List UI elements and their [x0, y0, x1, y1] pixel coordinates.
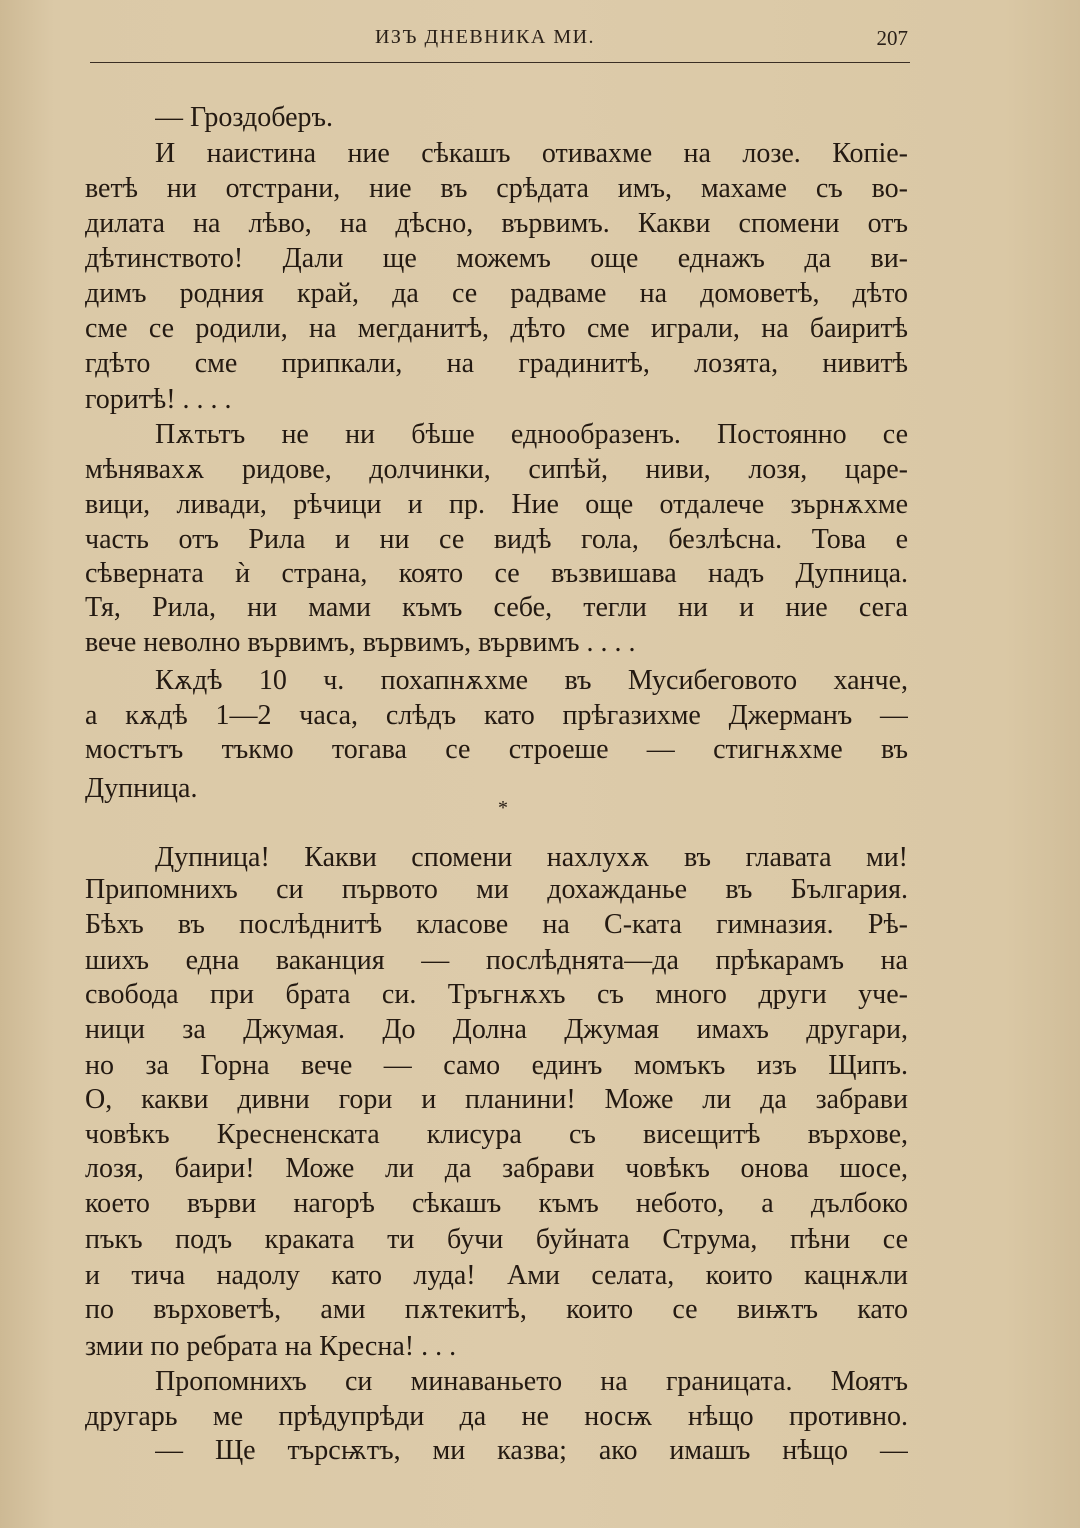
text-line: Тя, Рила, ни мами къмъ себе, тегли ни и ние сега: [85, 592, 908, 623]
text-line: часть отъ Рила и ни се видѣ гола, безлѣсна. Това е: [85, 524, 908, 555]
text-line: сме се родили, на мегданитѣ, дѣто сме играли, на баиритѣ: [85, 313, 908, 344]
text-line: Кѫдѣ 10 ч. похапнѫхме въ Мусибеговото ханче,: [155, 665, 908, 696]
text-line: мѣнявахѫ ридове, долчинки, сипѣй, ниви, лозя, царе-: [85, 454, 908, 485]
text-line: горитѣ! . . . .: [85, 384, 232, 415]
text-line: гдѣто сме припкали, на градинитѣ, лозята, нивитѣ: [85, 348, 908, 379]
text-line: вици, ливади, рѣчици и пр. Ние още отдалече зърнѫхме: [85, 489, 908, 520]
text-line: вече неволно вървимъ, вървимъ, вървимъ . . . .: [85, 627, 636, 658]
text-line: мостътъ тъкмо тогава се строеше — стигнѫхме въ: [85, 734, 908, 765]
text-line: Припомнихъ си първото ми дохажданье въ България.: [85, 874, 908, 905]
text-line: човѣкъ Кресненската клисура съ висещитѣ върхове,: [85, 1119, 908, 1150]
header-rule: [90, 62, 910, 63]
text-line: шихъ една ваканция — послѣднята—да прѣкарамъ на: [85, 945, 908, 976]
text-line: свобода при брата си. Тръгнѫхъ съ много други уче-: [85, 979, 908, 1010]
text-line: дѣтинството! Дали ще можемъ още еднажъ да ви-: [85, 243, 908, 274]
page-number: 207: [876, 26, 908, 50]
text-line: пъкъ подъ краката ти бучи буйната Струма, пѣни се: [85, 1224, 908, 1255]
text-line: което върви нагорѣ сѣкашъ къмъ небото, а дълбоко: [85, 1188, 908, 1219]
text-line: и тича надолу като луда! Ами селата, които кацнѫли: [85, 1260, 908, 1291]
text-line: Пропомнихъ си минаваньето на границата. Моятъ: [155, 1366, 908, 1397]
text-line: димъ родния край, да се радваме на домоветѣ, дѣто: [85, 278, 908, 309]
text-line: сѣверната ѝ страна, която се възвишава надъ Дупница.: [85, 558, 908, 589]
text-line: И наистина ние сѣкашъ отивахме на лозе. Копіе-: [155, 138, 908, 169]
text-line: Бѣхъ въ послѣднитѣ класове на С-ката гимназия. Рѣ-: [85, 909, 908, 940]
text-line: — Гроздоберъ.: [155, 102, 334, 133]
text-line: — Ще търсѭтъ, ми казва; ако имашъ нѣщо —: [155, 1435, 908, 1466]
text-line: а кѫдѣ 1—2 часа, слѣдъ като прѣгазихме Джерманъ —: [85, 700, 908, 731]
text-line: змии по ребрата на Кресна! . . .: [85, 1331, 457, 1362]
text-line: Дупница! Какви спомени нахлухѫ въ главата ми!: [155, 842, 908, 873]
text-line: но за Горна вече — само единъ момъкъ изъ Щипъ.: [85, 1050, 908, 1081]
text-line: ветѣ ни отстрани, ние въ срѣдата имъ, махаме съ во-: [85, 173, 908, 204]
text-line: Дупница.: [85, 773, 198, 804]
text-line: О, какви дивни гори и планини! Може ли да забрави: [85, 1084, 908, 1115]
section-separator: *: [498, 797, 508, 819]
running-title: ИЗЪ ДНЕВНИКА МИ.: [374, 26, 596, 48]
text-line: по върховетѣ, ами пѫтекитѣ, които се виѭтъ като: [85, 1294, 908, 1325]
text-line: другарь ме прѣдупрѣди да не носѭ нѣщо противно.: [85, 1401, 908, 1432]
text-line: Пѫтьтъ не ни бѣше еднообразенъ. Постоянно се: [155, 419, 908, 450]
text-line: ници за Джумая. До Долна Джумая имахъ другари,: [85, 1014, 908, 1045]
text-line: лозя, баири! Може ли да забрави човѣкъ онова шосе,: [85, 1153, 908, 1184]
text-line: дилата на лѣво, на дѣсно, вървимъ. Какви спомени отъ: [85, 208, 908, 239]
